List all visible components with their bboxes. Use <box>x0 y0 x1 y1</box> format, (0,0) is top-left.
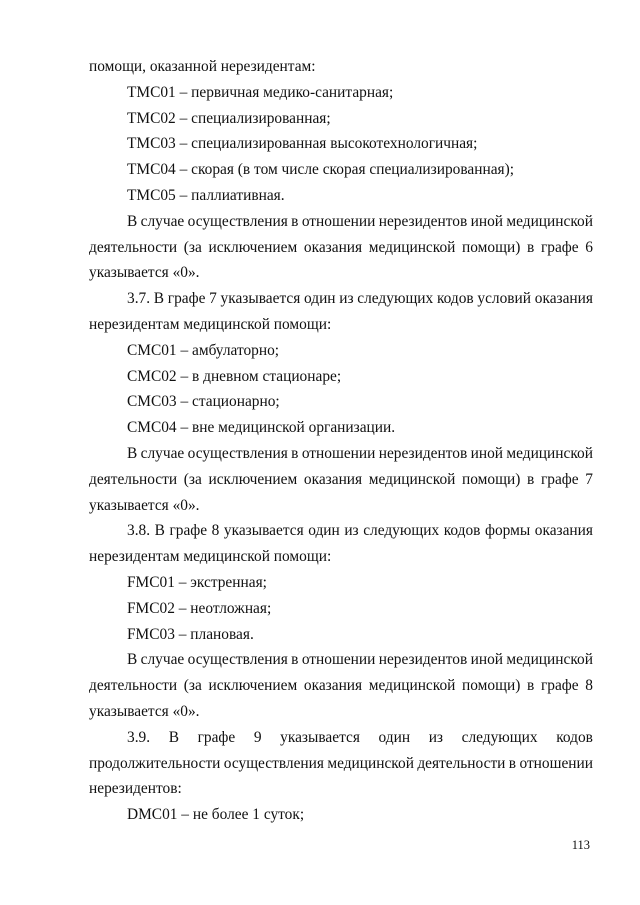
word: оказания <box>534 522 593 540</box>
word: деятельности <box>417 754 506 772</box>
word: осуществления <box>187 444 288 462</box>
text-line: FMC02 – неотложная; <box>127 599 272 617</box>
word: оказания <box>534 290 593 308</box>
word: деятельности <box>89 238 178 256</box>
word: осуществления <box>187 651 288 669</box>
word: осуществления <box>223 754 324 772</box>
word: В <box>154 522 165 540</box>
text-line: нерезидентам медицинской помощи: <box>89 548 332 566</box>
text-line <box>89 235 593 261</box>
word: медицинской <box>368 470 456 488</box>
word: отношении <box>519 754 593 772</box>
word: графе <box>540 470 579 488</box>
word: следующих <box>461 728 538 746</box>
word: следующих <box>363 522 440 540</box>
text-line <box>89 647 593 673</box>
word: (за <box>183 677 202 695</box>
word: 3.7. <box>127 290 151 308</box>
word: исключением <box>208 470 298 488</box>
word: 7 <box>585 470 593 488</box>
word: из <box>428 728 444 746</box>
text-line: CMC03 – стационарно; <box>127 393 280 411</box>
word: медицинской <box>506 444 593 462</box>
text-line: нерезидентов: <box>89 780 182 798</box>
word: в <box>527 470 535 488</box>
word: осуществления <box>187 212 288 230</box>
word: графе <box>167 290 206 308</box>
text-line <box>89 209 593 235</box>
word: один <box>308 522 340 540</box>
word: оказания <box>303 470 363 488</box>
text-line: помощи, оказанной нерезидентам: <box>89 58 316 75</box>
word: 3.9. <box>127 728 151 746</box>
word: помощи) <box>462 470 521 488</box>
word: в <box>527 677 535 695</box>
text-line <box>89 751 593 777</box>
word: случае <box>140 444 185 462</box>
text-line: TMC04 – скорая (в том числе скорая специализированная); <box>127 161 515 179</box>
word: случае <box>140 212 185 230</box>
word: В <box>127 444 138 462</box>
word: деятельности <box>89 470 178 488</box>
word: отношении <box>301 651 376 669</box>
word: (за <box>183 238 202 256</box>
word: кодов <box>556 728 593 746</box>
word: иной <box>470 651 503 669</box>
text-line: указывается «0». <box>89 264 200 282</box>
word: отношении <box>301 212 376 230</box>
text-line: указывается «0». <box>89 496 200 514</box>
document-body <box>89 54 593 828</box>
word: медицинской <box>368 238 456 256</box>
text-line: TMC05 – паллиативная. <box>127 186 285 204</box>
word: в <box>291 212 299 230</box>
word: В <box>153 290 165 308</box>
word: деятельности <box>89 677 178 695</box>
word: нерезидентов <box>378 212 468 230</box>
page-number: 113 <box>571 838 590 852</box>
word: медицинской <box>506 212 593 230</box>
word: нерезидентов <box>378 444 468 462</box>
word: 6 <box>585 238 593 256</box>
word: исключением <box>208 238 298 256</box>
word: иной <box>470 212 503 230</box>
word: 9 <box>253 728 262 746</box>
text-line: DMC01 – не более 1 суток; <box>127 806 305 824</box>
text-line <box>89 467 593 493</box>
word: графе <box>540 238 579 256</box>
text-line: CMC01 – амбулаторно; <box>127 341 280 359</box>
text-line: нерезидентам медицинской помощи: <box>89 315 332 333</box>
word: формы <box>484 522 531 540</box>
word: в <box>527 238 535 256</box>
word: В <box>168 728 179 746</box>
text-line <box>89 673 593 699</box>
word: помощи) <box>462 677 521 695</box>
word: в <box>508 754 517 772</box>
word: оказания <box>303 238 363 256</box>
text-line: CMC04 – вне медицинской организации. <box>127 419 396 437</box>
word: кодов <box>436 290 474 308</box>
word: из <box>344 522 359 540</box>
word: медицинской <box>368 677 456 695</box>
word: оказания <box>303 677 363 695</box>
word: иной <box>470 444 503 462</box>
word: из <box>339 290 354 308</box>
word: графе <box>540 677 579 695</box>
word: указывается <box>220 290 301 308</box>
word: В <box>127 651 138 669</box>
word: (за <box>183 470 202 488</box>
text-line <box>89 725 593 751</box>
word: 7 <box>209 290 217 308</box>
word: отношении <box>301 444 376 462</box>
word: нерезидентов <box>378 651 468 669</box>
word: один <box>303 290 336 308</box>
word: продолжительности <box>89 754 221 772</box>
word: 8 <box>585 677 593 695</box>
word: указывается <box>280 728 360 746</box>
word: указывается <box>223 522 304 540</box>
word: один <box>378 728 411 746</box>
text-line: FMC03 – плановая. <box>127 625 254 643</box>
word: медицинской <box>327 754 414 772</box>
word: следующих <box>357 290 434 308</box>
text-line <box>89 286 593 312</box>
word: кодов <box>443 522 481 540</box>
word: в <box>291 444 299 462</box>
text-line: TMC02 – специализированная; <box>127 109 331 127</box>
text-line <box>89 441 593 467</box>
word: графе <box>169 522 208 540</box>
word: медицинской <box>506 651 593 669</box>
text-line <box>89 518 593 544</box>
word: В <box>127 212 138 230</box>
text-line: CMC02 – в дневном стационаре; <box>127 367 342 385</box>
text-line: FMC01 – экстренная; <box>127 573 267 591</box>
text-line: указывается «0». <box>89 702 200 720</box>
word: 8 <box>211 522 220 540</box>
word: исключением <box>208 677 298 695</box>
word: графе <box>197 728 236 746</box>
text-line: TMC01 – первичная медико-санитарная; <box>127 83 394 101</box>
text-line: TMC03 – специализированная высокотехнологичная; <box>127 135 478 153</box>
word: 3.8. <box>127 522 151 540</box>
word: в <box>291 651 299 669</box>
word: помощи) <box>462 238 521 256</box>
word: условий <box>477 290 532 308</box>
word: случае <box>140 651 185 669</box>
